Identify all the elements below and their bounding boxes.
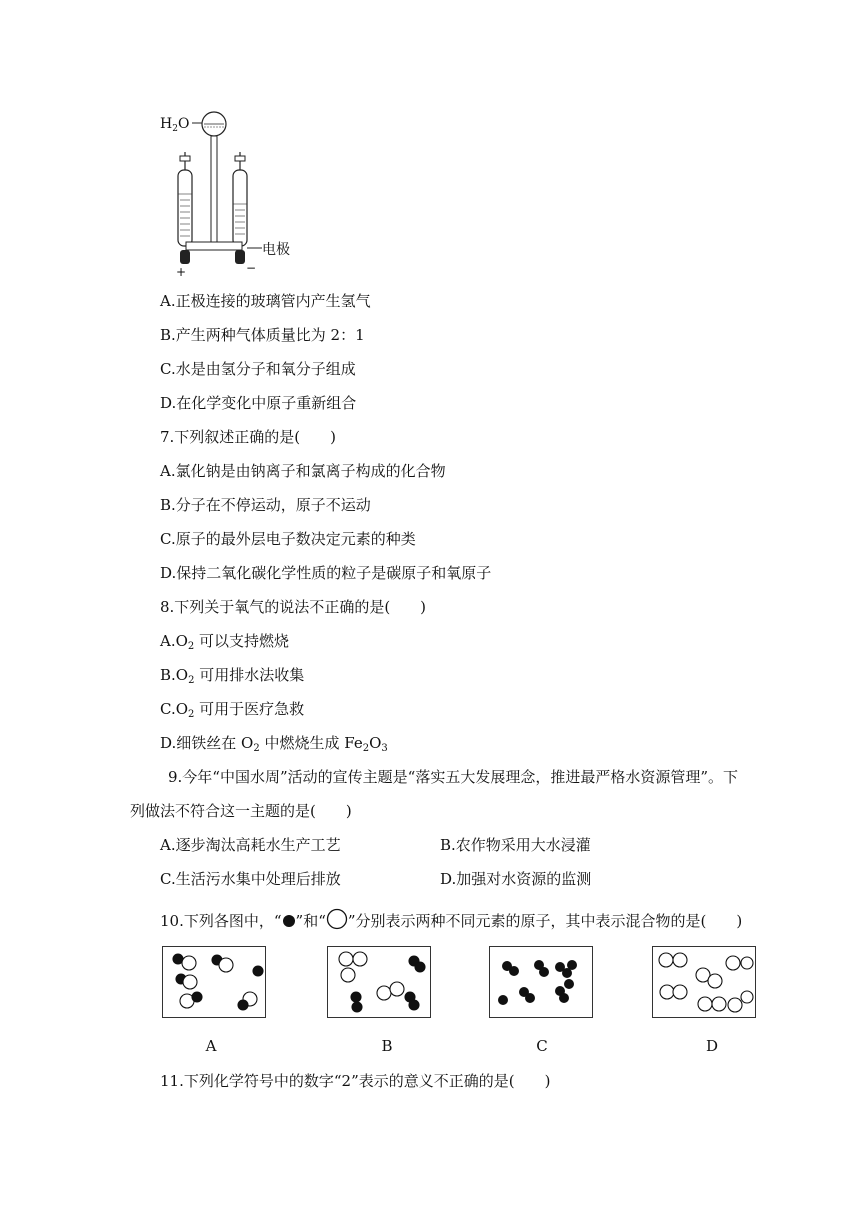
q10-diagram-d [652, 946, 756, 1018]
q10-label-c: C [536, 1037, 548, 1055]
q11-stem: 11.下列化学符号中的数字“2”表示的意义不正确的是( ) [160, 1072, 551, 1090]
q10-label-d: D [705, 1037, 719, 1055]
electrolysis-apparatus [158, 104, 298, 280]
q6-option-d: D.在化学变化中原子重新组合 [160, 394, 357, 412]
empty-atom-icon [326, 908, 348, 930]
q9-stem-line1: 9.今年“中国水周”活动的宣传主题是“落实五大发展理念，推进最严格水资源管理”。下 [168, 768, 738, 786]
q8-option-b: $B.O_2$ 可用排水法收集 [160, 666, 305, 686]
q9-option-d: D.加强对水资源的监测 [440, 870, 592, 888]
q9-option-a: A.逐步淘汰高耗水生产工艺 [160, 836, 341, 854]
filled-atom-icon [282, 914, 296, 928]
q8-stem: 8.下列关于氧气的说法不正确的是( ) [160, 598, 427, 616]
q10-label-a: A [205, 1037, 217, 1055]
q6-option-c: C.水是由氢分子和氧分子组成 [160, 360, 356, 378]
q9-stem-line2: 列做法不符合这一主题的是( ) [130, 802, 352, 820]
q6-option-b: B.产生两种气体质量比为 2：1 [160, 326, 365, 344]
water-label: $H_2O$ [160, 116, 190, 134]
q9-option-c: C.生活污水集中处理后排放 [160, 870, 341, 888]
q10-diagram-b [327, 946, 431, 1018]
q8-option-d: D.细铁丝在 $O_2$ 中燃烧生成 $Fe_2O_3$ [160, 734, 388, 754]
q10-label-b: B [381, 1037, 393, 1055]
q7-option-d: D.保持二氧化碳化学性质的粒子是碳原子和氧原子 [160, 564, 492, 582]
electrode-label: 电极 [262, 242, 290, 258]
q10-diagram-c [489, 946, 593, 1018]
q7-stem: 7.下列叙述正确的是( ) [160, 428, 337, 446]
q9-option-b: B.农作物采用大水浸灌 [440, 836, 591, 854]
q7-option-a: A.氯化钠是由钠离子和氯离子构成的化合物 [160, 462, 446, 480]
q6-option-a: A.正极连接的玻璃管内产生氢气 [160, 292, 371, 310]
q10-stem: 10.下列各图中，“ ”和“ ”分别表示两种不同元素的原子，其中表示混合物的是( ) [160, 908, 742, 931]
q8-option-c: $C.O_2$ 可用于医疗急救 [160, 700, 305, 720]
plus-sign: + [176, 265, 187, 279]
q10-diagram-a [162, 946, 266, 1018]
q7-option-c: C.原子的最外层电子数决定元素的种类 [160, 530, 416, 548]
q8-option-a: $A.O_2$ 可以支持燃烧 [160, 632, 290, 652]
minus-sign: − [246, 261, 257, 275]
q7-option-b: B.分子在不停运动，原子不运动 [160, 496, 371, 514]
